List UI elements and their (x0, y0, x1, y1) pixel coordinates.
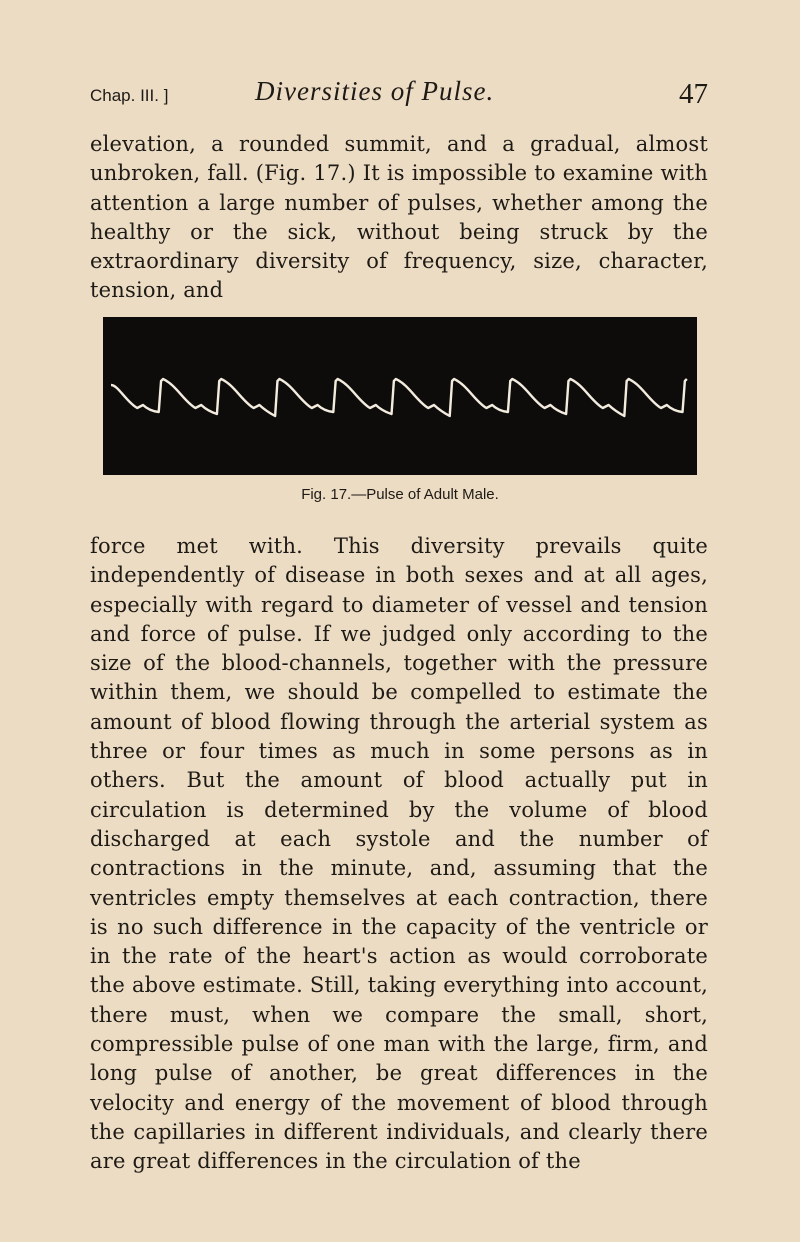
paragraph-2: force met with. This diversity prevails quite independently of disease in both sexes and at all ages, especially with regard to diameter of vessel and tension and force of pulse. If we judged only according to the size of the blood-channels, together with the pressure within them, we should be compelled to estimate the amount of blood flowing through the arterial system as three or four times as much in some persons as in others. But the amount of blood actually put in circulation is determined by the volume of blood discharged at each systole and the number of contractions in the minute, and, assuming that the ventricles empty themselves at each contraction, there is no such difference in the capacity of the ventricle or in the rate of the heart's action as would corroborate the above estimate. Still, taking everything into account, there must, when we compare the small, short, compressible pulse of one man with the large, firm, and long pulse of another, be great differences in the velocity and energy of the movement of blood through the capillaries in different individuals, and clearly there are great differences in the circulation of the (90, 534, 708, 1174)
running-header (90, 74, 708, 114)
paragraph-1: elevation, a rounded summit, and a gradual, almost unbroken, fall. (Fig. 17.) It is impossible to examine with attention a large number of pulses, whether among the healthy or the sick, without being struck by the extraordinary diversity of frequency, size, character, tension, and (90, 132, 708, 303)
page-number: 47 (679, 78, 708, 110)
pulse-tracing-svg (103, 317, 697, 475)
chapter-label: Chap. III. ] (90, 86, 169, 105)
tracing-background (103, 317, 697, 475)
figure-caption: Fig. 17.—Pulse of Adult Male. (301, 486, 499, 503)
running-title: Diversities of Pulse. (255, 76, 495, 106)
pulse-tracing-figure (103, 317, 697, 475)
